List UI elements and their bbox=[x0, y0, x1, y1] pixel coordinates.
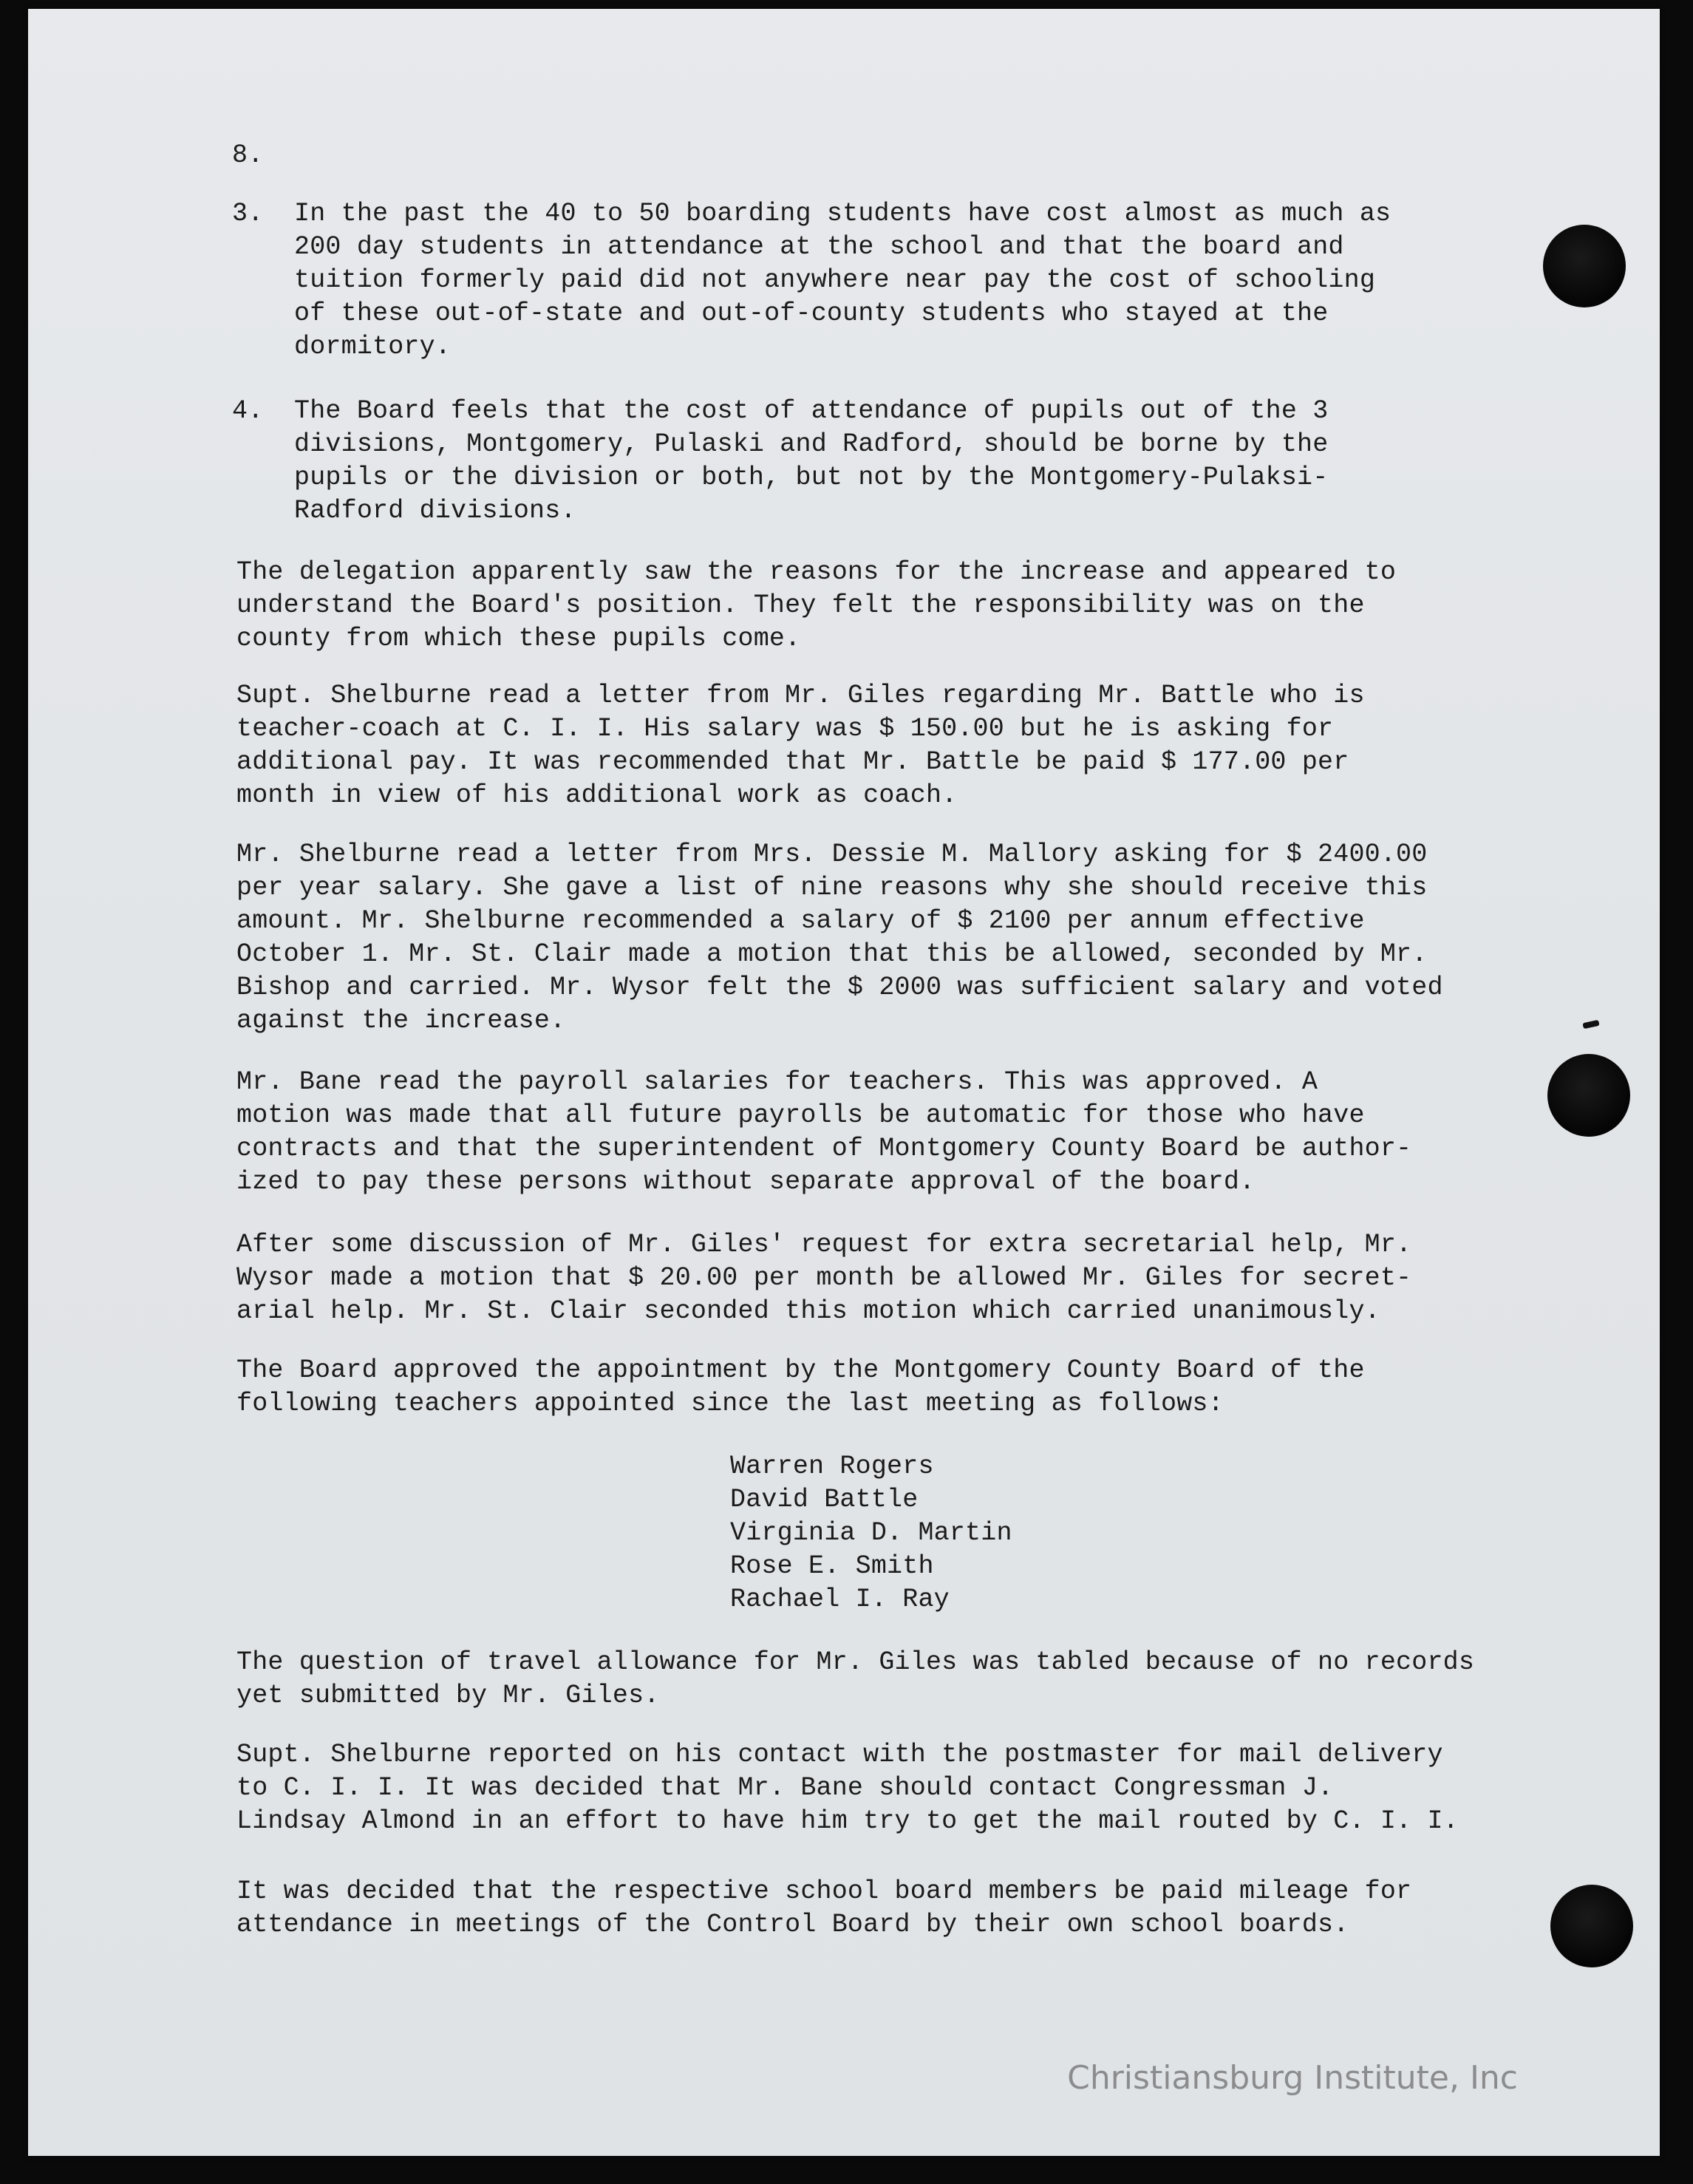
text-line: ized to pay these persons without separate approval of the board. bbox=[236, 1167, 1256, 1197]
text-line: The Board approved the appointment by the Montgomery County Board of the bbox=[236, 1355, 1365, 1385]
text-line: The delegation apparently saw the reasons for the increase and appeared to bbox=[236, 557, 1397, 587]
text-line: teacher-coach at C. I. I. His salary was $ 150.00 but he is asking for bbox=[236, 714, 1334, 744]
text-line: county from which these pupils come. bbox=[236, 624, 801, 653]
text-line: tuition formerly paid did not anywhere near pay the cost of schooling bbox=[294, 265, 1376, 295]
text-line: October 1. Mr. St. Clair made a motion that this be allowed, seconded by Mr. bbox=[236, 939, 1428, 969]
text-line: dormitory. bbox=[294, 332, 452, 361]
text-line: Supt. Shelburne reported on his contact with the postmaster for mail delivery bbox=[236, 1740, 1443, 1769]
text-line: against the increase. bbox=[236, 1006, 566, 1035]
appointed-teachers-list bbox=[730, 1450, 1012, 1616]
text-line: Wysor made a motion that $ 20.00 per month be allowed Mr. Giles for secret- bbox=[236, 1263, 1412, 1293]
text-line: Bishop and carried. Mr. Wysor felt the $ 2000 was sufficient salary and voted bbox=[236, 973, 1443, 1002]
text-line: divisions, Montgomery, Pulaski and Radford, should be borne by the bbox=[294, 429, 1329, 459]
text-line: attendance in meetings of the Control Board by their own school boards. bbox=[236, 1910, 1349, 1939]
text-line: In the past the 40 to 50 boarding students have cost almost as much as bbox=[294, 199, 1391, 228]
text-line: motion was made that all future payrolls be automatic for those who have bbox=[236, 1100, 1365, 1130]
punch-hole bbox=[1547, 1054, 1630, 1137]
list-item: Rose E. Smith bbox=[730, 1551, 934, 1581]
text-line: Mr. Shelburne read a letter from Mrs. Dessie M. Mallory asking for $ 2400.00 bbox=[236, 840, 1428, 869]
item-number: 3. bbox=[232, 199, 264, 228]
paragraph bbox=[236, 838, 1443, 1038]
paragraph bbox=[236, 1646, 1474, 1712]
paragraph bbox=[236, 1228, 1411, 1328]
punch-hole bbox=[1550, 1885, 1633, 1967]
text-line: additional pay. It was recommended that Mr. Battle be paid $ 177.00 per bbox=[236, 747, 1349, 777]
text-line: After some discussion of Mr. Giles' request for extra secretarial help, Mr. bbox=[236, 1230, 1412, 1259]
text-line: The question of travel allowance for Mr. Giles was tabled because of no records bbox=[236, 1647, 1475, 1677]
list-item: David Battle bbox=[730, 1485, 919, 1514]
text-line: It was decided that the respective school board members be paid mileage for bbox=[236, 1877, 1412, 1906]
list-item: Rachael I. Ray bbox=[730, 1585, 950, 1614]
item-text bbox=[294, 395, 1328, 528]
punch-hole bbox=[1543, 225, 1626, 307]
ink-mark bbox=[1582, 1020, 1599, 1029]
text-line: per year salary. She gave a list of nine reasons why she should receive this bbox=[236, 873, 1428, 902]
text-line: pupils or the division or both, but not by the Montgomery-Pulaksi- bbox=[294, 463, 1329, 492]
item-number: 4. bbox=[232, 396, 264, 426]
paragraph bbox=[236, 1875, 1411, 1942]
text-line: amount. Mr. Shelburne recommended a salary of $ 2100 per annum effective bbox=[236, 906, 1365, 936]
paragraph bbox=[236, 1066, 1411, 1199]
text-line: yet submitted by Mr. Giles. bbox=[236, 1681, 660, 1710]
paragraph bbox=[236, 679, 1365, 812]
watermark: Christiansburg Institute, Inc bbox=[1067, 2059, 1518, 2097]
text-line: contracts and that the superintendent of Montgomery County Board be author- bbox=[236, 1134, 1412, 1163]
paragraph bbox=[236, 1738, 1459, 1838]
text-line: 200 day students in attendance at the school and that the board and bbox=[294, 232, 1344, 262]
text-line: of these out-of-state and out-of-county students who stayed at the bbox=[294, 299, 1329, 328]
text-line: Lindsay Almond in an effort to have him try to get the mail routed by C. I. I. bbox=[236, 1806, 1459, 1836]
text-line: to C. I. I. It was decided that Mr. Bane should contact Congressman J. bbox=[236, 1773, 1334, 1803]
paragraph bbox=[236, 556, 1396, 656]
text-line: following teachers appointed since the last meeting as follows: bbox=[236, 1389, 1224, 1418]
text-line: The Board feels that the cost of attendance of pupils out of the 3 bbox=[294, 396, 1329, 426]
text-line: month in view of his additional work as coach. bbox=[236, 780, 958, 810]
text-line: understand the Board's position. They felt the responsibility was on the bbox=[236, 591, 1365, 620]
document-page bbox=[28, 9, 1660, 2156]
list-item: Warren Rogers bbox=[730, 1452, 934, 1481]
page-number: 8. bbox=[232, 140, 264, 170]
item-text bbox=[294, 197, 1391, 364]
paragraph bbox=[236, 1354, 1365, 1421]
text-line: arial help. Mr. St. Clair seconded this motion which carried unanimously. bbox=[236, 1296, 1380, 1326]
text-line: Radford divisions. bbox=[294, 496, 576, 525]
text-line: Mr. Bane read the payroll salaries for teachers. This was approved. A bbox=[236, 1067, 1318, 1097]
text-line: Supt. Shelburne read a letter from Mr. Giles regarding Mr. Battle who is bbox=[236, 681, 1365, 710]
list-item: Virginia D. Martin bbox=[730, 1518, 1012, 1548]
